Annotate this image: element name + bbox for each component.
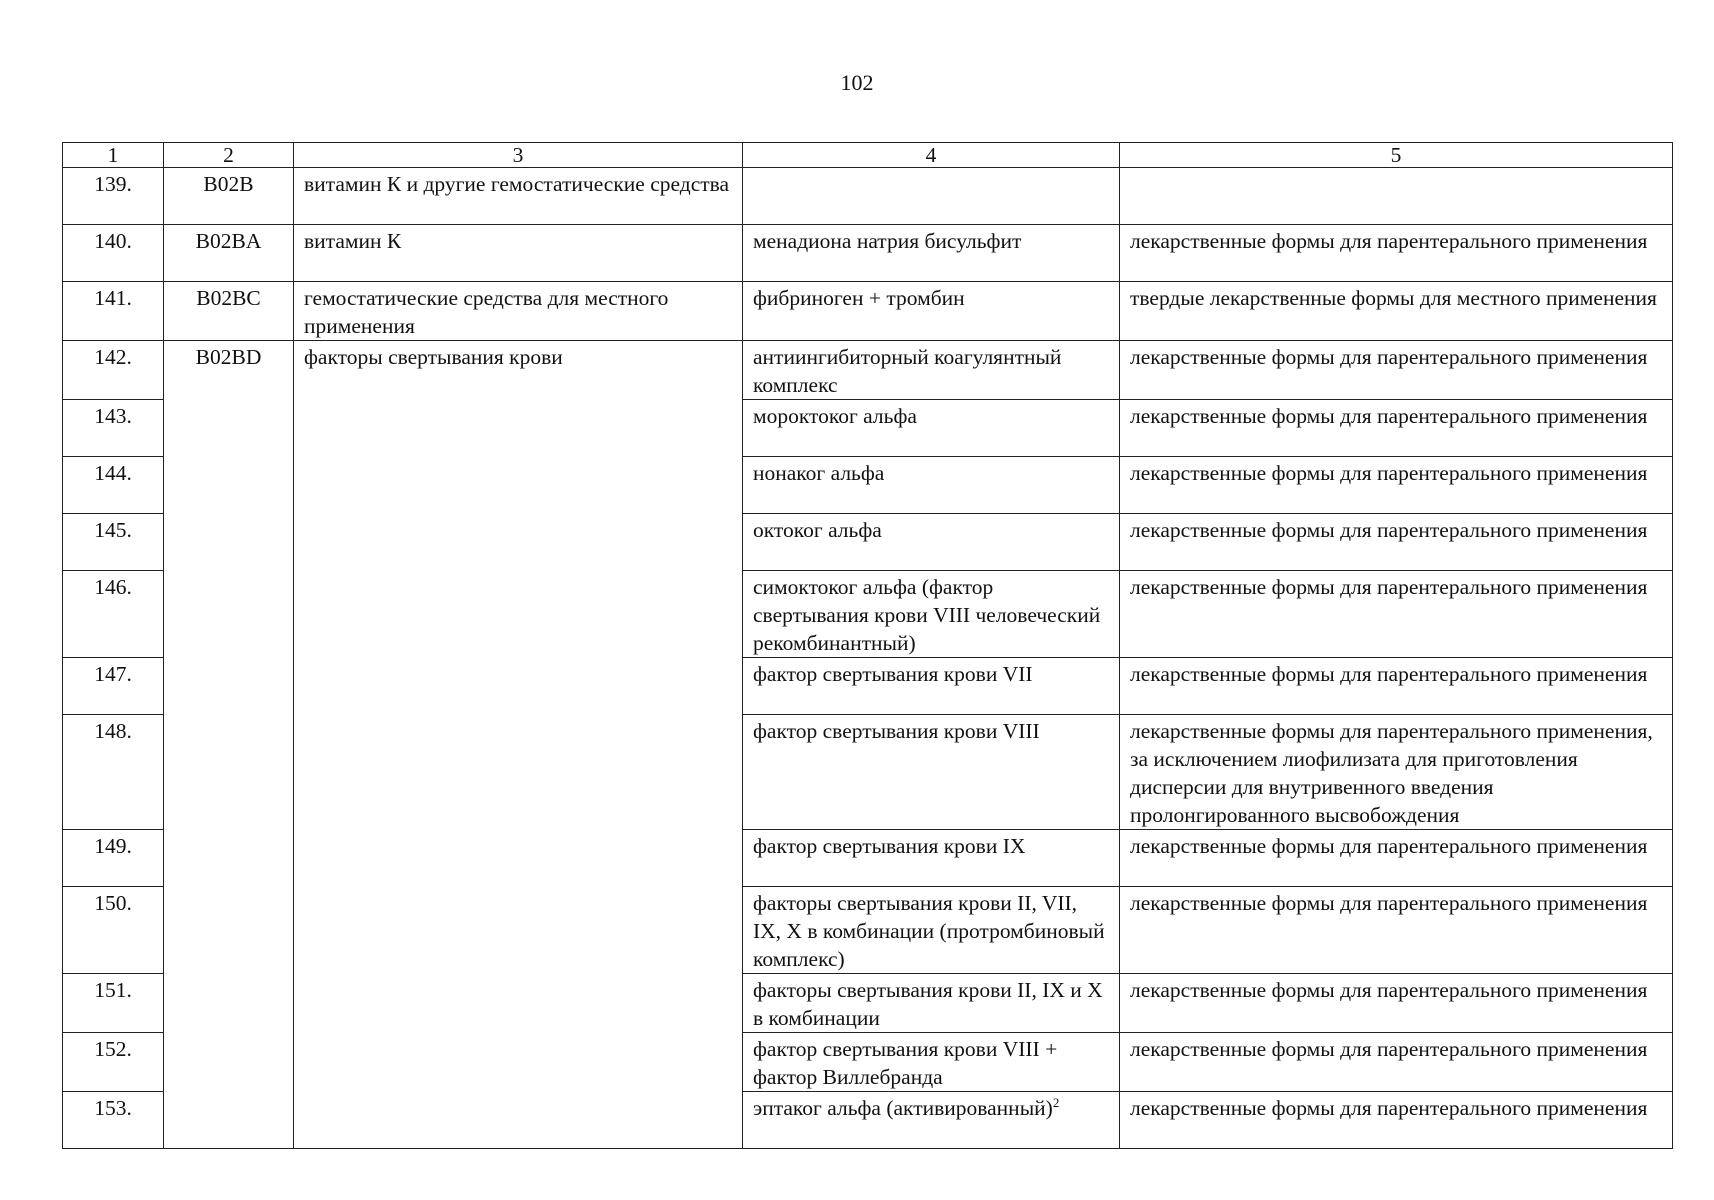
dosage-form: лекарственные формы для парентерального применения bbox=[1120, 400, 1673, 457]
row-number: 147. bbox=[63, 658, 164, 715]
dosage-form: лекарственные формы для парентерального применения bbox=[1120, 457, 1673, 514]
drug-name: менадиона натрия бисульфит bbox=[743, 225, 1120, 282]
drug-name: фактор свертывания крови VII bbox=[743, 658, 1120, 715]
drug-name: факторы свертывания крови II, VII, IX, X в комбинации (протромбиновый комплекс) bbox=[743, 887, 1120, 974]
drug-name: октоког альфа bbox=[743, 514, 1120, 571]
drug-name: симоктоког альфа (фактор свертывания крови VIII человеческий рекомбинантный) bbox=[743, 571, 1120, 658]
row-number: 153. bbox=[63, 1092, 164, 1149]
col-header-2: 2 bbox=[164, 143, 294, 168]
drug-name: фактор свертывания крови VIII + фактор Виллебранда bbox=[743, 1033, 1120, 1092]
drug-name: фактор свертывания крови IX bbox=[743, 830, 1120, 887]
row-number: 140. bbox=[63, 225, 164, 282]
footnote-marker: 2 bbox=[1052, 1094, 1060, 1110]
drug-name: фактор свертывания крови VIII bbox=[743, 715, 1120, 830]
col-header-1: 1 bbox=[63, 143, 164, 168]
row-number: 149. bbox=[63, 830, 164, 887]
atc-code: B02BA bbox=[164, 225, 294, 282]
dosage-form: лекарственные формы для парентерального применения bbox=[1120, 571, 1673, 658]
col-header-3: 3 bbox=[294, 143, 743, 168]
table-row bbox=[63, 168, 1673, 225]
dosage-form: лекарственные формы для парентерального применения bbox=[1120, 974, 1673, 1033]
dosage-form: лекарственные формы для парентерального применения bbox=[1120, 887, 1673, 974]
row-number: 141. bbox=[63, 282, 164, 341]
drug-name: нонаког альфа bbox=[743, 457, 1120, 514]
atc-code: B02B bbox=[164, 168, 294, 225]
table-row bbox=[63, 341, 1673, 400]
dosage-form: лекарственные формы для парентерального применения bbox=[1120, 514, 1673, 571]
drug-name-text: эптаког альфа (активированный) bbox=[753, 1096, 1053, 1120]
dosage-form: лекарственные формы для парентерального применения, за исключением лиофилизата для приготовления дисперсии для внутривенного введения пролонгированного высвобождения bbox=[1120, 715, 1673, 830]
dosage-form: лекарственные формы для парентерального применения bbox=[1120, 1092, 1673, 1149]
group-name: гемостатические средства для местного применения bbox=[294, 282, 743, 341]
atc-code: B02BC bbox=[164, 282, 294, 341]
group-name: факторы свертывания крови bbox=[294, 341, 743, 1149]
row-number: 145. bbox=[63, 514, 164, 571]
drug-name: фибриноген + тромбин bbox=[743, 282, 1120, 341]
drug-table bbox=[62, 142, 1673, 1149]
atc-code: B02BD bbox=[164, 341, 294, 1149]
page-number: 102 bbox=[840, 70, 874, 95]
drug-name: факторы свертывания крови II, IX и X в комбинации bbox=[743, 974, 1120, 1033]
drug-name bbox=[743, 168, 1120, 225]
row-number: 142. bbox=[63, 341, 164, 400]
col-header-5: 5 bbox=[1120, 143, 1673, 168]
drug-name: антиингибиторный коагулянтный комплекс bbox=[743, 341, 1120, 400]
dosage-form: твердые лекарственные формы для местного применения bbox=[1120, 282, 1673, 341]
header-row bbox=[63, 143, 1673, 168]
table-row bbox=[63, 225, 1673, 282]
row-number: 151. bbox=[63, 974, 164, 1033]
row-number: 144. bbox=[63, 457, 164, 514]
row-number: 143. bbox=[63, 400, 164, 457]
dosage-form: лекарственные формы для парентерального применения bbox=[1120, 830, 1673, 887]
col-header-4: 4 bbox=[743, 143, 1120, 168]
dosage-form: лекарственные формы для парентерального применения bbox=[1120, 1033, 1673, 1092]
row-number: 152. bbox=[63, 1033, 164, 1092]
group-name: витамин К bbox=[294, 225, 743, 282]
drug-name: мороктоког альфа bbox=[743, 400, 1120, 457]
row-number: 146. bbox=[63, 571, 164, 658]
drug-name bbox=[743, 1092, 1120, 1149]
dosage-form bbox=[1120, 168, 1673, 225]
dosage-form: лекарственные формы для парентерального применения bbox=[1120, 341, 1673, 400]
table-row bbox=[63, 282, 1673, 341]
dosage-form: лекарственные формы для парентерального применения bbox=[1120, 225, 1673, 282]
row-number: 148. bbox=[63, 715, 164, 830]
dosage-form: лекарственные формы для парентерального применения bbox=[1120, 658, 1673, 715]
row-number: 150. bbox=[63, 887, 164, 974]
group-name: витамин К и другие гемостатические средства bbox=[294, 168, 743, 225]
row-number: 139. bbox=[63, 168, 164, 225]
